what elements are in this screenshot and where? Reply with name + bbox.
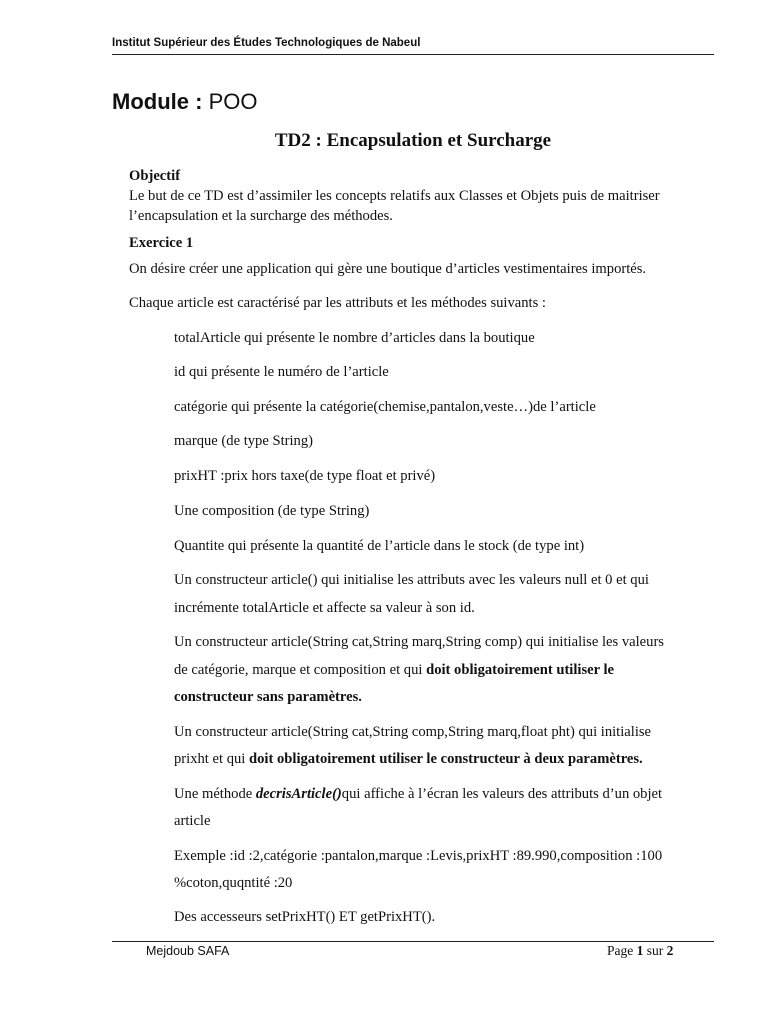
item-quantite: Quantite qui présente la quantité de l’article dans le stock (de type int) <box>174 538 585 554</box>
method-description: qui affiche à l’écran les valeurs des attributs d’un objet <box>341 786 663 802</box>
intro-paragraph-2: Chaque article est caractérisé par les attributs et les méthodes suivants : <box>129 295 546 311</box>
item-composition: Une composition (de type String) <box>174 503 370 519</box>
footer-author: Mejdoub SAFA <box>146 944 230 958</box>
page-word: Page <box>607 943 634 958</box>
method-line1 <box>174 784 662 804</box>
objectif-text-line1: Le but de ce TD est d’assimiler les concepts relatifs aux Classes et Objets puis de maitriser <box>129 188 660 204</box>
item-prix-ht: prixHT :prix hors taxe(de type float et privé) <box>174 468 436 484</box>
of-word: sur <box>646 943 664 958</box>
constructor-1-line2: incrémente totalArticle et affecte sa valeur à son id. <box>174 600 475 616</box>
accessors-line: Des accesseurs setPrixHT() ET getPrixHT(). <box>174 909 436 925</box>
intro-paragraph-1: On désire créer une application qui gère une boutique d’articles vestimentaires importés. <box>129 261 647 277</box>
constructor-2-line3: constructeur sans paramètres. <box>174 689 362 705</box>
method-name: decrisArticle() <box>255 786 342 802</box>
example-line1: Exemple :id :2,catégorie :pantalon,marque :Levis,prixHT :89.990,composition :100 <box>174 848 663 864</box>
item-categorie: catégorie qui présente la catégorie(chemise,pantalon,veste…)de l’article <box>174 399 596 415</box>
constructor-3-line2 <box>174 749 643 769</box>
objectif-heading: Objectif <box>129 168 181 184</box>
constructor-1-line1: Un constructeur article() qui initialise les attributs avec les valeurs null et 0 et qui <box>174 572 649 588</box>
item-marque: marque (de type String) <box>174 433 314 449</box>
constructor-2-line2-text: de catégorie, marque et composition et qui <box>174 662 427 678</box>
example-line2: %coton,quqntité :20 <box>174 875 293 891</box>
module-label: Module : <box>112 89 203 114</box>
footer-divider <box>112 941 714 942</box>
constructor-2-emphasis: doit obligatoirement utiliser le <box>426 662 615 678</box>
constructor-3-line2-text: prixht et qui <box>174 751 249 767</box>
page-title: TD2 : Encapsulation et Surcharge <box>274 130 552 151</box>
module-value: POO <box>208 89 258 114</box>
method-line2: article <box>174 813 211 829</box>
item-id: id qui présente le numéro de l’article <box>174 364 389 380</box>
header-divider <box>112 54 714 55</box>
constructor-3-line1: Un constructeur article(String cat,String comp,String marq,float pht) qui initialise <box>174 724 652 740</box>
footer-page-number <box>607 943 673 959</box>
constructor-2-line2 <box>174 660 614 680</box>
constructor-3-emphasis: doit obligatoirement utiliser le constructeur à deux paramètres. <box>249 751 643 767</box>
objectif-text-line2: l’encapsulation et la surcharge des méthodes. <box>129 208 393 224</box>
module-line <box>112 89 257 115</box>
exercice-heading: Exercice 1 <box>129 235 194 251</box>
item-total-article: totalArticle qui présente le nombre d’articles dans la boutique <box>174 330 535 346</box>
page-header: Institut Supérieur des Études Technologiques de Nabeul <box>112 37 421 49</box>
constructor-2-line1: Un constructeur article(String cat,String marq,String comp) qui initialise les valeurs <box>174 634 664 650</box>
page-current: 1 <box>636 943 644 958</box>
page-total: 2 <box>666 943 674 958</box>
method-prefix: Une méthode <box>174 786 256 802</box>
